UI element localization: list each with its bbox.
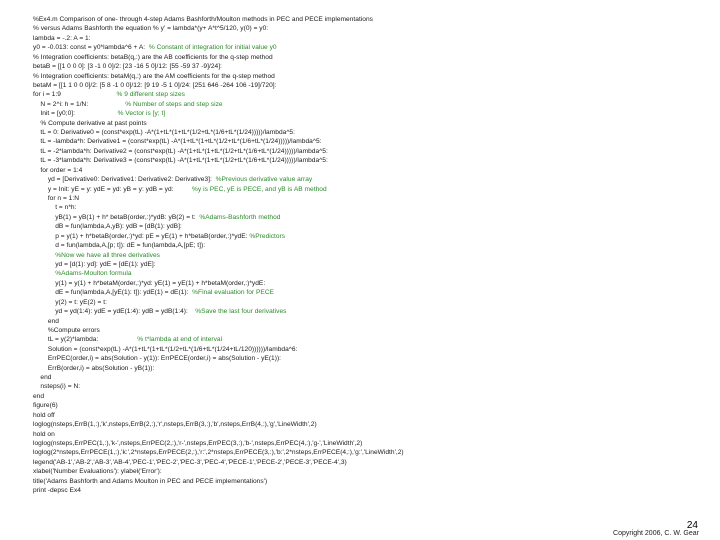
code-line	[33, 15, 713, 24]
code-text: hold on	[33, 430, 55, 438]
code-text: legend('AB-1','AB-2','AB-3','AB-4','PEC-1','PEC-2','PEC-3','PEC-4','PECE-1','PECE-2','PECE-3','PECE-4',3)	[33, 458, 347, 466]
code-line	[33, 354, 713, 363]
code-line	[33, 392, 713, 401]
code-text: tL = 0: Derivative0 = (const*exp(tL) -A*(1+tL*(1+tL*(1/2+tL*(1/6+tL*(1/24)))))/lambda^5:	[33, 129, 295, 137]
code-line	[33, 486, 713, 495]
code-line	[33, 137, 713, 146]
code-line	[33, 24, 713, 33]
code-text: ErrB(order,i) = abs(Solution - yB(1)):	[33, 364, 155, 372]
code-text: %Compute errors	[33, 326, 100, 334]
code-text: yd = yd(1:4): ydE = ydE(1:4): ydB = ydB(1:4):	[33, 308, 196, 316]
code-line	[33, 34, 713, 43]
code-text: loglog(2*nsteps,ErrPECE(1,:),'k:',2*nsteps,ErrPECE(2,:),'r:',2*nsteps,ErrPECE(3,:),'b:',2*nsteps,ErrPECE(4,:),'g:','LineWidth',2)	[33, 449, 404, 457]
code-text: % Compute derivative at past points	[33, 119, 147, 127]
code-comment: %Final evaluation for PECE	[192, 289, 275, 297]
code-text: % Integration coefficients: betaB(q,:) are the AB coefficients for the q-step method	[33, 53, 273, 61]
code-listing	[33, 15, 713, 496]
code-line	[33, 109, 713, 118]
code-text: tL = -lambda*h: Derivative1 = (const*exp(tL) -A*(1+tL*(1+tL*(1/2+tL*(1/6+tL*(1/24)))))/lambda^5:	[33, 138, 322, 146]
code-text: hold off	[33, 411, 55, 419]
code-text: ErrPEC(order,i) = abs(Solution - y(1)): ErrPECE(order,i) = abs(Solution - yE(1)):	[33, 355, 282, 363]
page-number: 24	[686, 520, 698, 531]
code-line	[33, 467, 713, 476]
code-text: p = y(1) + h*betaB(order,:)*yd: pE = yE(1) + h*betaB(order,:)*ydE:	[33, 232, 250, 240]
code-text: loglog(nsteps,ErrB(1,:),'k',nsteps,ErrB(2,:),'r',nsteps,ErrB(3,:),'b',nsteps,ErrB(4,:),'g','LineWidth',2)	[33, 421, 317, 429]
code-text: end	[33, 374, 52, 382]
code-line	[33, 147, 713, 156]
code-text: y0 = -0.013: const = y0*lambda^6 + A:	[33, 44, 149, 52]
code-line	[33, 411, 713, 420]
code-text: y(1) = y(1) + h*betaM(order,:)*yd: yE(1) = yE(1) + h*betaM(order,:)*ydE:	[33, 279, 266, 287]
code-text: dB = fun(lambda,A,yB): ydB = [dB(1): ydB]:	[33, 223, 182, 231]
code-text: d = fun(lambda,A,[p; t]): dE = fun(lambda,A,[pE; t]):	[33, 242, 206, 250]
code-line	[33, 420, 713, 429]
code-line	[33, 166, 713, 175]
code-line	[33, 90, 713, 99]
code-line	[33, 62, 713, 71]
code-comment: % Number of steps and step size	[125, 100, 223, 108]
code-text: Solution = (const*exp(tL) -A*(1+tL*(1+tL*(1/2+tL*(1/6+tL*(1/24+tL/120))))))/lambda^6:	[33, 345, 298, 353]
code-line	[33, 345, 713, 354]
copyright-notice: Copyright 2006, C. W. Gear	[613, 530, 699, 537]
code-line	[33, 364, 713, 373]
code-line	[33, 213, 713, 222]
code-line	[33, 307, 713, 316]
code-text	[33, 270, 55, 277]
code-line	[33, 326, 713, 335]
code-text: end	[33, 392, 45, 400]
code-text: yd = [d(1): yd]: ydE = [dE(1): ydE]:	[33, 260, 156, 268]
code-line	[33, 175, 713, 184]
code-line	[33, 317, 713, 326]
code-line	[33, 81, 713, 90]
code-comment: % 9 different step sizes	[116, 91, 185, 99]
code-text: figure(6)	[33, 402, 58, 410]
code-line	[33, 477, 713, 486]
code-text: tL = -2*lambda*h: Derivative2 = (const*exp(tL) -A*(1+tL*(1+tL*(1/2+tL*(1/6+tL*(1/24)))))/lambda^5:	[33, 147, 328, 155]
code-text: Init = [y0;0]:	[33, 110, 118, 118]
code-comment: %Adams-Moulton formula	[55, 270, 132, 278]
code-text: for order = 1:4	[33, 166, 83, 174]
code-line	[33, 458, 713, 467]
code-line	[33, 439, 713, 448]
code-line	[33, 382, 713, 391]
code-line	[33, 222, 713, 231]
code-line	[33, 241, 713, 250]
code-text: y(2) = t: yE(2) = t:	[33, 298, 107, 306]
code-line	[33, 53, 713, 62]
code-text: y = Init: yE = y: ydE = yd: yB = y: ydB = yd:	[33, 185, 193, 193]
code-line	[33, 335, 713, 344]
code-line	[33, 269, 713, 278]
code-line	[33, 232, 713, 241]
code-comment: % t*lambda at end of interval	[137, 336, 223, 344]
code-text: title('Adams Bashforth and Adams Moulton in PEC and PECE implementations')	[33, 477, 268, 485]
code-text	[33, 252, 55, 259]
code-text: dE = fun(lambda,A,[yE(1): t]): ydE(1) = dE(1):	[33, 289, 193, 297]
code-text: tL = -3*lambda*h: Derivative3 = (const*exp(tL) -A*(1+tL*(1+tL*(1/2+tL*(1/6+tL*(1/24)))))/lambda^5:	[33, 157, 328, 165]
code-comment: %Previous derivative value array	[215, 176, 313, 184]
code-text: print -depsc Ex4	[33, 487, 81, 495]
code-line	[33, 156, 713, 165]
code-line	[33, 401, 713, 410]
code-text: loglog(nsteps,ErrPEC(1,:),'k-',nsteps,ErrPEC(2,:),'r-',nsteps,ErrPEC(3,:),'b-',nsteps,ErrPEC(4,:),'g-','LineWidth',2)	[33, 439, 363, 447]
code-line	[33, 100, 713, 109]
code-text: % Integration coefficients: betaM(q,:) are the AM coefficients for the q-step method	[33, 72, 275, 80]
code-comment: % Vector is [y; t]	[117, 110, 166, 118]
code-text: N = 2^i: h = 1/N:	[33, 100, 126, 108]
code-line	[33, 72, 713, 81]
code-text: nsteps(i) = N:	[33, 383, 81, 391]
code-text: betaM = [[1 1 0 0 0]/2: [5 8 -1 0 0]/12: [9 19 -5 1 0]/24: [251 646 -264 106 -19]/720]:	[33, 81, 277, 89]
code-line	[33, 119, 713, 128]
code-line	[33, 194, 713, 203]
code-comment: %Adams-Bashforth method	[199, 213, 281, 221]
code-comment: %y is PEC, yE is PECE, and yB is AB method	[192, 185, 327, 193]
code-line	[33, 373, 713, 382]
code-text: lambda = -.2: A = 1:	[33, 34, 91, 42]
code-line	[33, 298, 713, 307]
code-line	[33, 43, 713, 52]
code-line	[33, 185, 713, 194]
code-comment: % Constant of integration for initial value y0	[148, 44, 277, 52]
code-text: tL = y(2)*lambda:	[33, 336, 138, 344]
code-line	[33, 128, 713, 137]
code-text: yd = [Derivative0: Derivative1: Derivative2: Derivative3]:	[33, 176, 216, 184]
code-text: %Ex4.m Comparison of one- through 4-step Adams Bashforth/Moulton methods in PEC and PECE implementations	[33, 16, 373, 23]
code-comment: %Now we have all three derivatives	[55, 251, 160, 259]
code-line	[33, 448, 713, 457]
code-text: for i = 1:9	[33, 91, 117, 99]
code-line	[33, 260, 713, 269]
code-text: t = n*h:	[33, 204, 77, 212]
code-text: for n = 1:N	[33, 195, 80, 203]
code-text: end	[33, 317, 59, 325]
code-text: % versus Adams Bashforth the equation % y' = lambda*(y+ A*t^5/120, y(0) = y0:	[33, 25, 269, 33]
code-text: xlabel('Number Evaluations'): ylabel('Error'):	[33, 468, 162, 476]
code-comment: %Save the last four derivatives	[195, 308, 287, 316]
code-line	[33, 251, 713, 260]
code-comment: %Predictors	[249, 232, 286, 240]
code-text: yB(1) = yB(1) + h* betaB(order,:)*ydB: yB(2) = t:	[33, 213, 200, 221]
code-text: betaB = [[1 0 0 0]: [3 -1 0 0]/2: [23 -16 5 0]/12: [55 -59 37 -9]/24]:	[33, 63, 222, 71]
code-line	[33, 288, 713, 297]
code-line	[33, 203, 713, 212]
code-line	[33, 279, 713, 288]
code-line	[33, 430, 713, 439]
